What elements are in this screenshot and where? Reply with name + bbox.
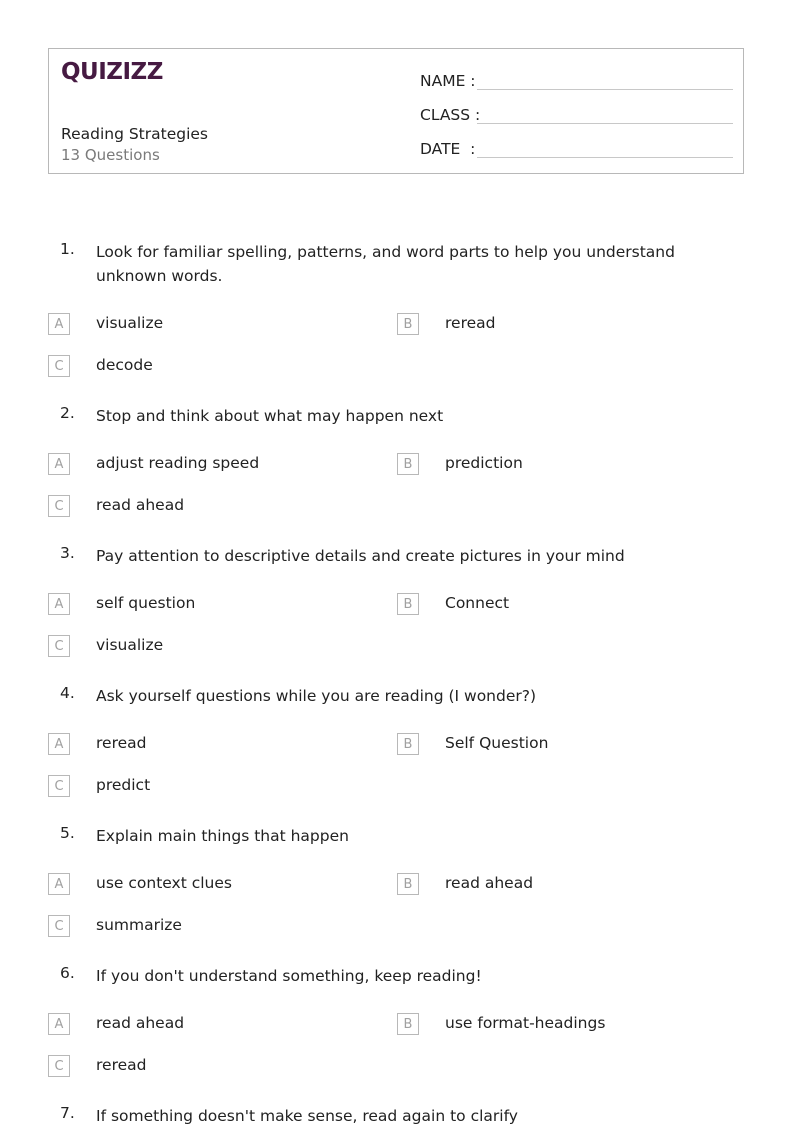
- option-text: visualize: [96, 636, 164, 654]
- date-line[interactable]: [477, 157, 733, 158]
- name-label: NAME :: [420, 72, 476, 90]
- option-letter-box[interactable]: B: [397, 1013, 419, 1035]
- option-letter-box[interactable]: B: [397, 313, 419, 335]
- option-letter-box[interactable]: A: [48, 733, 70, 755]
- option-text: decode: [96, 356, 153, 374]
- option-letter-box[interactable]: C: [48, 355, 70, 377]
- question-number: 2.: [60, 404, 75, 422]
- question-number: 4.: [60, 684, 75, 702]
- question-text: Stop and think about what may happen next: [96, 407, 444, 425]
- date-field[interactable]: [420, 136, 475, 158]
- option-letter-box[interactable]: A: [48, 1013, 70, 1035]
- worksheet-title: Reading Strategies: [61, 125, 209, 143]
- option-text: reread: [96, 1056, 147, 1074]
- option-text: use format-headings: [445, 1014, 606, 1032]
- option-text: reread: [445, 314, 496, 332]
- date-label: DATE :: [420, 140, 476, 158]
- option-text: adjust reading speed: [96, 454, 260, 472]
- option-text: visualize: [96, 314, 164, 332]
- question-number: 6.: [60, 964, 75, 982]
- question-text: Explain main things that happen: [96, 827, 349, 845]
- option-letter-box[interactable]: C: [48, 915, 70, 937]
- name-line[interactable]: [477, 89, 733, 90]
- option-letter-box[interactable]: A: [48, 873, 70, 895]
- option-text: Connect: [445, 594, 510, 612]
- question-text: Pay attention to descriptive details and create pictures in your mind: [96, 547, 625, 565]
- question-number: 5.: [60, 824, 75, 842]
- question-number: 1.: [60, 240, 75, 258]
- option-letter-box[interactable]: B: [397, 733, 419, 755]
- option-letter-box[interactable]: B: [397, 453, 419, 475]
- question-count: 13 Questions: [61, 146, 160, 164]
- option-letter-box[interactable]: A: [48, 313, 70, 335]
- option-letter-box[interactable]: A: [48, 453, 70, 475]
- option-text: predict: [96, 776, 151, 794]
- option-text: use context clues: [96, 874, 232, 892]
- option-letter-box[interactable]: A: [48, 593, 70, 615]
- option-text: self question: [96, 594, 196, 612]
- option-letter-box[interactable]: C: [48, 1055, 70, 1077]
- option-text: prediction: [445, 454, 523, 472]
- question-text: If you don't understand something, keep reading!: [96, 967, 482, 985]
- quizizz-logo: QUIZIZZ: [61, 59, 163, 85]
- question-number: 7.: [60, 1104, 75, 1122]
- option-text: Self Question: [445, 734, 549, 752]
- option-letter-box[interactable]: C: [48, 775, 70, 797]
- option-text: read ahead: [96, 496, 185, 514]
- class-line[interactable]: [477, 123, 733, 124]
- option-letter-box[interactable]: B: [397, 873, 419, 895]
- option-text: reread: [96, 734, 147, 752]
- question-text: Look for familiar spelling, patterns, and word parts to help you understand unknown words.: [96, 243, 675, 285]
- class-field[interactable]: [420, 102, 480, 124]
- question-number: 3.: [60, 544, 75, 562]
- question-text: Ask yourself questions while you are reading (I wonder?): [96, 687, 537, 705]
- question-text: If something doesn't make sense, read again to clarify: [96, 1107, 518, 1125]
- option-text: read ahead: [96, 1014, 185, 1032]
- class-label: CLASS :: [420, 106, 481, 124]
- option-letter-box[interactable]: B: [397, 593, 419, 615]
- option-text: read ahead: [445, 874, 534, 892]
- option-text: summarize: [96, 916, 182, 934]
- option-letter-box[interactable]: C: [48, 495, 70, 517]
- worksheet-header: [48, 48, 744, 174]
- option-letter-box[interactable]: C: [48, 635, 70, 657]
- name-field[interactable]: [420, 68, 476, 90]
